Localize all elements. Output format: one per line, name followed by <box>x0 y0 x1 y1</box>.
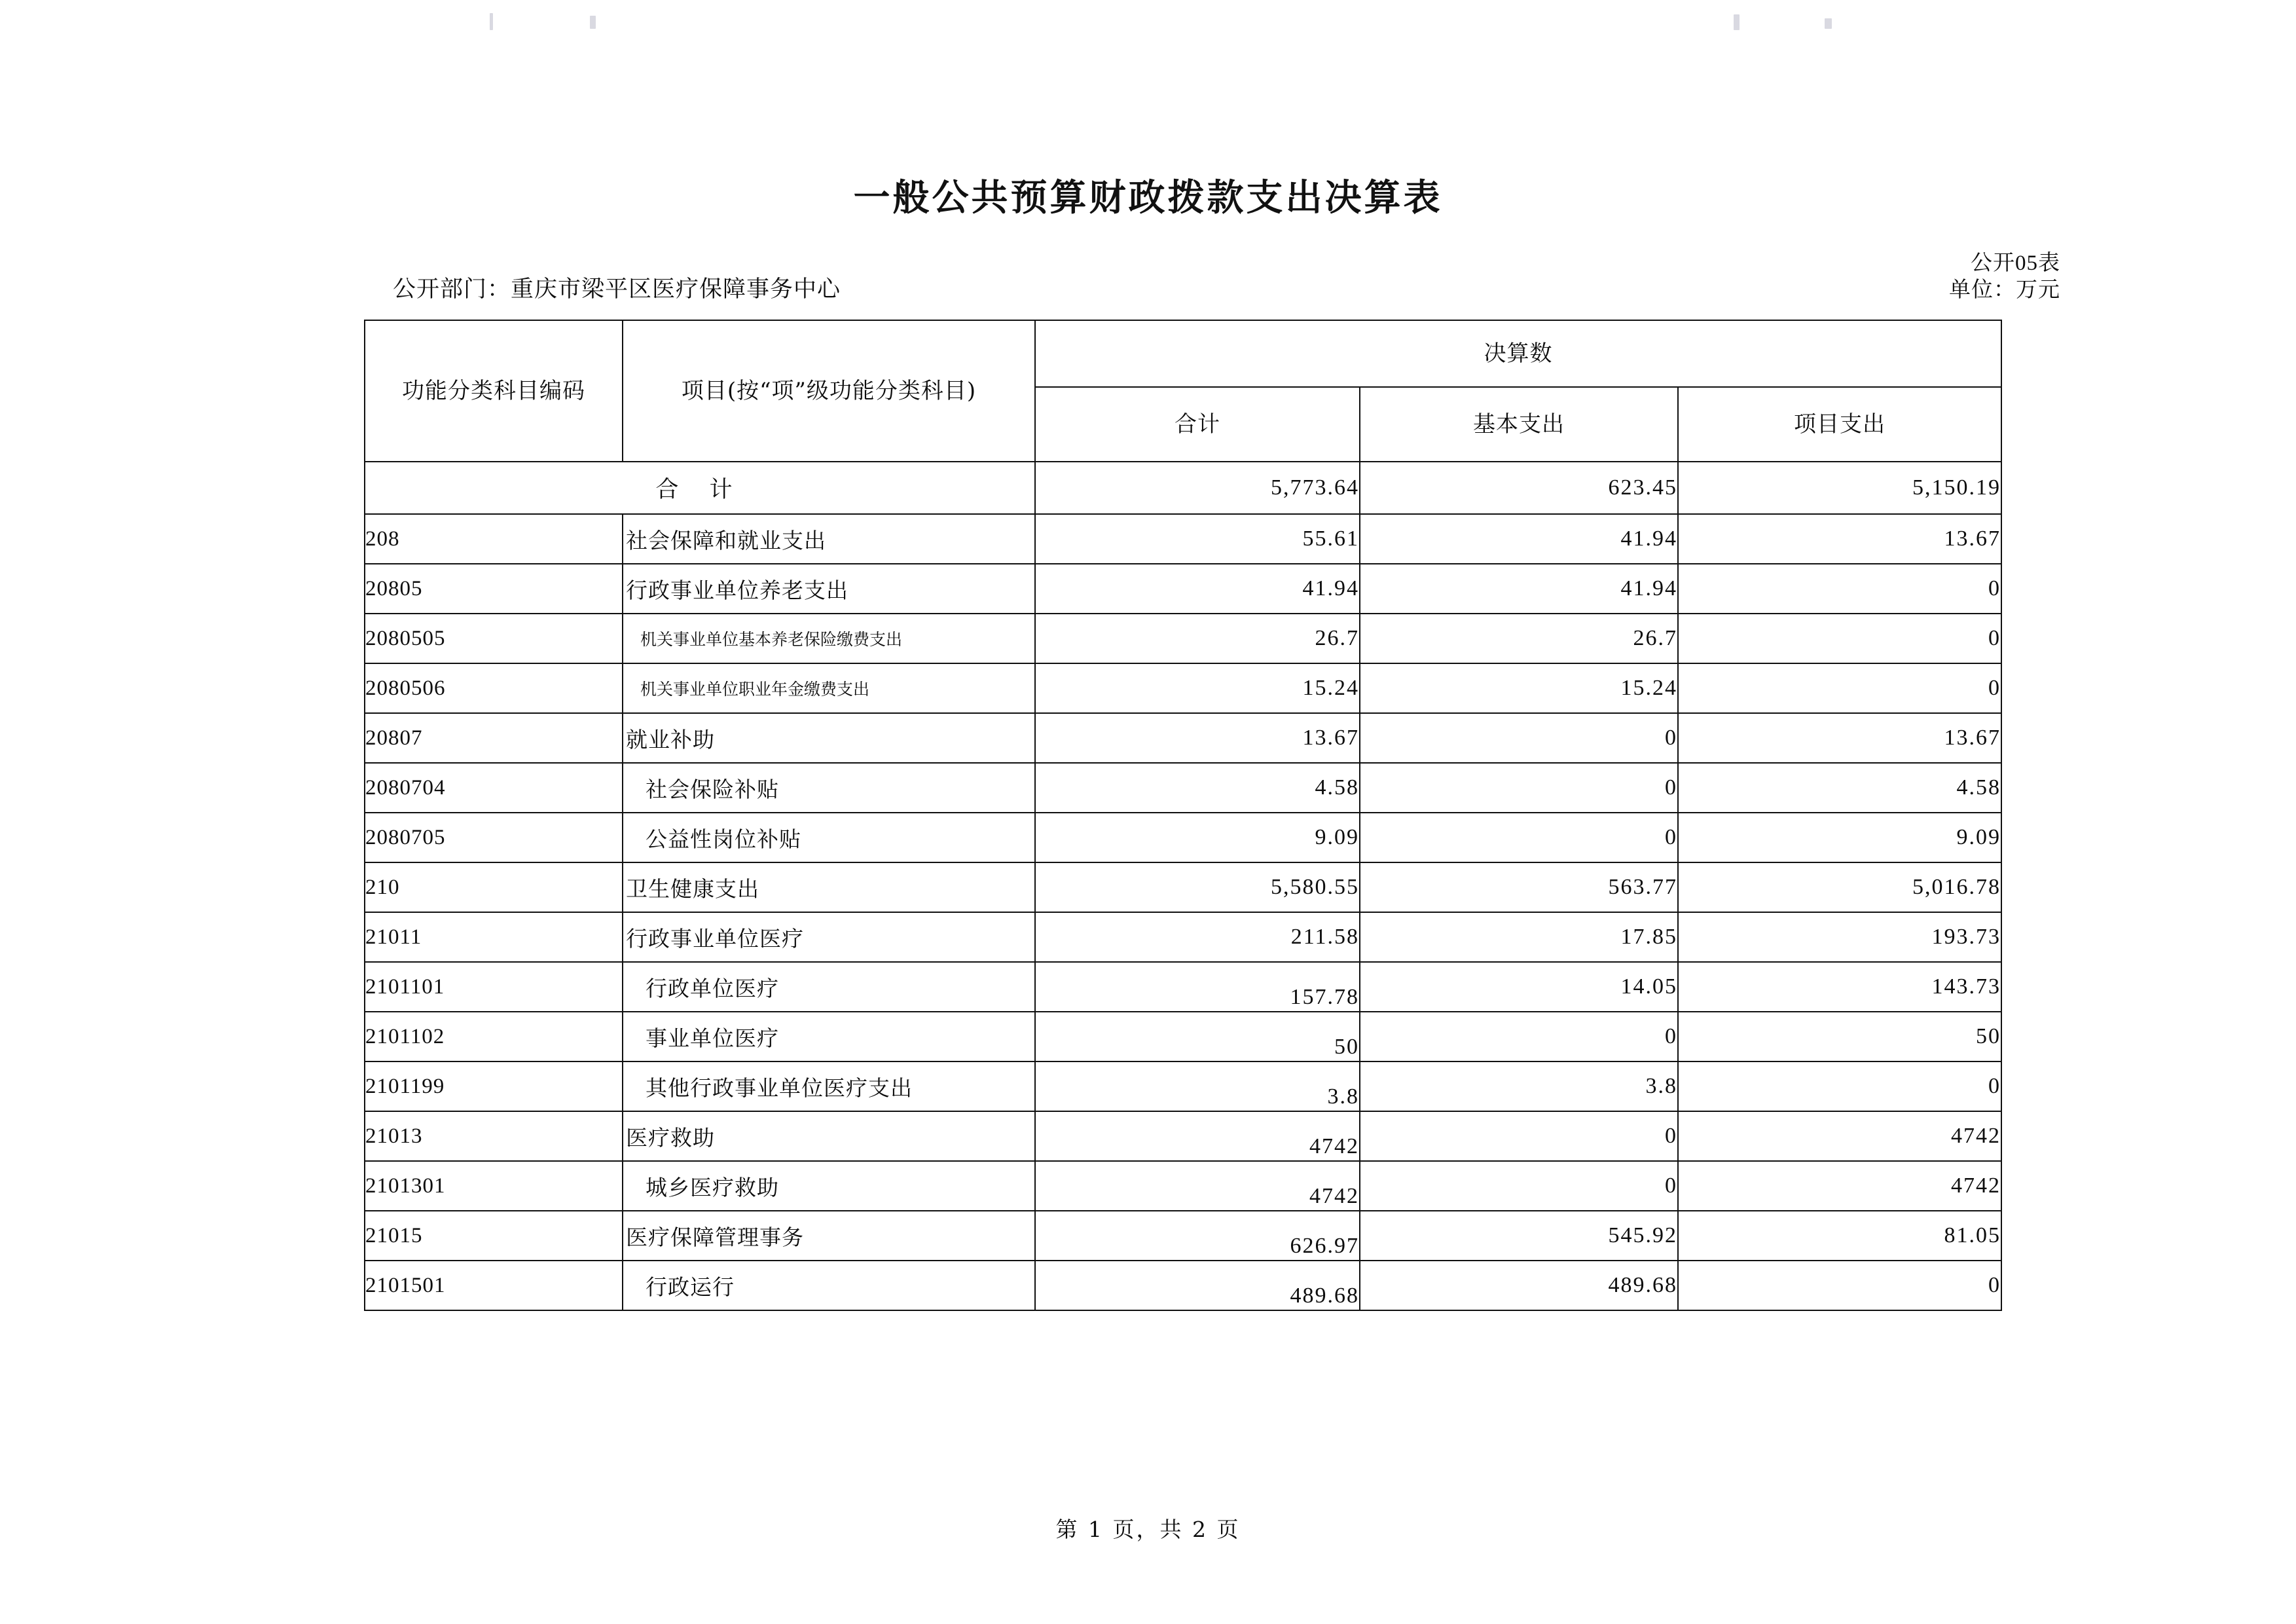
cell-function-code: 21013 <box>365 1111 623 1161</box>
cell-basic-expense: 0 <box>1360 713 1678 763</box>
cell-project-expense: 0 <box>1678 663 2001 713</box>
cell-total: 4742 <box>1035 1111 1360 1161</box>
cell-total: 626.97 <box>1035 1211 1360 1261</box>
cell-total: 9.09 <box>1035 813 1360 862</box>
header-basic-expense: 基本支出 <box>1360 387 1678 462</box>
cell-item-name: 其他行政事业单位医疗支出 <box>623 1061 1035 1111</box>
cell-project-expense: 0 <box>1678 564 2001 614</box>
table-row <box>365 1061 2001 1111</box>
cell-total: 15.24 <box>1035 663 1360 713</box>
table-body <box>365 462 2001 1310</box>
cell-project-expense: 0 <box>1678 1261 2001 1310</box>
cell-total: 157.78 <box>1035 962 1360 1012</box>
cell-function-code: 2101199 <box>365 1061 623 1111</box>
cell-project-expense: 13.67 <box>1678 514 2001 564</box>
cell-basic-expense: 41.94 <box>1360 514 1678 564</box>
cell-item-name: 就业补助 <box>623 713 1035 763</box>
cell-total: 26.7 <box>1035 614 1360 663</box>
cell-basic-expense: 0 <box>1360 813 1678 862</box>
table-row-grand-total <box>365 462 2001 514</box>
cell-item-name: 行政事业单位医疗 <box>623 912 1035 962</box>
cell-function-code: 208 <box>365 514 623 564</box>
cell-basic-expense: 0 <box>1360 1161 1678 1211</box>
cell-project-expense: 143.73 <box>1678 962 2001 1012</box>
cell-basic-expense: 17.85 <box>1360 912 1678 962</box>
cell-basic-expense: 0 <box>1360 1012 1678 1061</box>
cell-total: 13.67 <box>1035 713 1360 763</box>
table-row <box>365 763 2001 813</box>
cell-item-name: 社会保险补贴 <box>623 763 1035 813</box>
cell-project-expense: 4742 <box>1678 1161 2001 1211</box>
cell-total: 211.58 <box>1035 912 1360 962</box>
cell-function-code: 2101301 <box>365 1161 623 1211</box>
scan-speckle <box>490 13 493 30</box>
cell-total: 55.61 <box>1035 514 1360 564</box>
scan-speckle <box>590 16 596 29</box>
cell-item-name: 公益性岗位补贴 <box>623 813 1035 862</box>
scan-speckle <box>1734 14 1740 30</box>
cell-total: 41.94 <box>1035 564 1360 614</box>
cell-function-code: 20805 <box>365 564 623 614</box>
form-number: 公开05表 <box>1971 251 2060 275</box>
form-meta <box>1949 250 2060 304</box>
table-row <box>365 514 2001 564</box>
cell-project-expense: 4.58 <box>1678 763 2001 813</box>
cell-item-name: 行政单位医疗 <box>623 962 1035 1012</box>
cell-function-code: 2080506 <box>365 663 623 713</box>
table-row <box>365 962 2001 1012</box>
header-item: 项目(按“项”级功能分类科目) <box>623 320 1035 462</box>
cell-function-code: 2080705 <box>365 813 623 862</box>
cell-function-code: 210 <box>365 862 623 912</box>
cell-item-name: 卫生健康支出 <box>623 862 1035 912</box>
grand-total-project: 5,150.19 <box>1678 462 2001 514</box>
page-footer: 第 1 页，共 2 页 <box>1055 1517 1241 1542</box>
table-row <box>365 1012 2001 1061</box>
cell-project-expense: 81.05 <box>1678 1211 2001 1261</box>
cell-basic-expense: 0 <box>1360 1111 1678 1161</box>
cell-project-expense: 50 <box>1678 1012 2001 1061</box>
budget-expenditure-table <box>364 320 2002 1311</box>
cell-basic-expense: 545.92 <box>1360 1211 1678 1261</box>
cell-project-expense: 4742 <box>1678 1111 2001 1161</box>
cell-basic-expense: 489.68 <box>1360 1261 1678 1310</box>
cell-item-name: 行政运行 <box>623 1261 1035 1310</box>
table-row <box>365 813 2001 862</box>
cell-basic-expense: 14.05 <box>1360 962 1678 1012</box>
cell-project-expense: 5,016.78 <box>1678 862 2001 912</box>
cell-function-code: 2101101 <box>365 962 623 1012</box>
grand-total-label: 合 计 <box>365 462 1035 514</box>
cell-item-name: 行政事业单位养老支出 <box>623 564 1035 614</box>
cell-project-expense: 9.09 <box>1678 813 2001 862</box>
cell-total: 5,580.55 <box>1035 862 1360 912</box>
cell-function-code: 2101102 <box>365 1012 623 1061</box>
cell-project-expense: 0 <box>1678 614 2001 663</box>
cell-project-expense: 193.73 <box>1678 912 2001 962</box>
grand-total-basic: 623.45 <box>1360 462 1678 514</box>
header-code: 功能分类科目编码 <box>365 320 623 462</box>
cell-item-name: 医疗救助 <box>623 1111 1035 1161</box>
header-row-top <box>365 320 2001 387</box>
cell-total: 489.68 <box>1035 1261 1360 1310</box>
cell-item-name: 医疗保障管理事务 <box>623 1211 1035 1261</box>
table-row <box>365 1111 2001 1161</box>
cell-total: 4742 <box>1035 1161 1360 1211</box>
table-row <box>365 663 2001 713</box>
cell-project-expense: 13.67 <box>1678 713 2001 763</box>
cell-item-name: 社会保障和就业支出 <box>623 514 1035 564</box>
header-project-expense: 项目支出 <box>1678 387 2001 462</box>
table-row <box>365 1161 2001 1211</box>
scan-speckle <box>1825 18 1832 29</box>
cell-function-code: 2080505 <box>365 614 623 663</box>
cell-basic-expense: 26.7 <box>1360 614 1678 663</box>
cell-total: 4.58 <box>1035 763 1360 813</box>
cell-total: 3.8 <box>1035 1061 1360 1111</box>
table-row <box>365 912 2001 962</box>
cell-basic-expense: 3.8 <box>1360 1061 1678 1111</box>
cell-function-code: 21015 <box>365 1211 623 1261</box>
cell-item-name: 城乡医疗救助 <box>623 1161 1035 1211</box>
budget-table-container <box>364 320 2001 1311</box>
table-row <box>365 862 2001 912</box>
cell-function-code: 20807 <box>365 713 623 763</box>
cell-basic-expense: 15.24 <box>1360 663 1678 713</box>
grand-total-total: 5,773.64 <box>1035 462 1360 514</box>
cell-total: 50 <box>1035 1012 1360 1061</box>
cell-project-expense: 0 <box>1678 1061 2001 1111</box>
table-row <box>365 713 2001 763</box>
unit-note: 单位：万元 <box>1949 278 2060 302</box>
cell-function-code: 2101501 <box>365 1261 623 1310</box>
table-header <box>365 320 2001 462</box>
cell-item-name: 机关事业单位职业年金缴费支出 <box>623 663 1035 713</box>
public-department-line: 公开部门：重庆市梁平区医疗保障事务中心 <box>393 276 841 302</box>
table-row <box>365 1261 2001 1310</box>
cell-item-name: 机关事业单位基本养老保险缴费支出 <box>623 614 1035 663</box>
table-row <box>365 614 2001 663</box>
cell-basic-expense: 0 <box>1360 763 1678 813</box>
table-row <box>365 1211 2001 1261</box>
header-final-amount: 决算数 <box>1035 320 2001 387</box>
cell-basic-expense: 563.77 <box>1360 862 1678 912</box>
table-row <box>365 564 2001 614</box>
cell-function-code: 2080704 <box>365 763 623 813</box>
cell-basic-expense: 41.94 <box>1360 564 1678 614</box>
header-total: 合计 <box>1035 387 1360 462</box>
cell-function-code: 21011 <box>365 912 623 962</box>
page-title: 一般公共预算财政拨款支出决算表 <box>853 176 1443 219</box>
cell-item-name: 事业单位医疗 <box>623 1012 1035 1061</box>
